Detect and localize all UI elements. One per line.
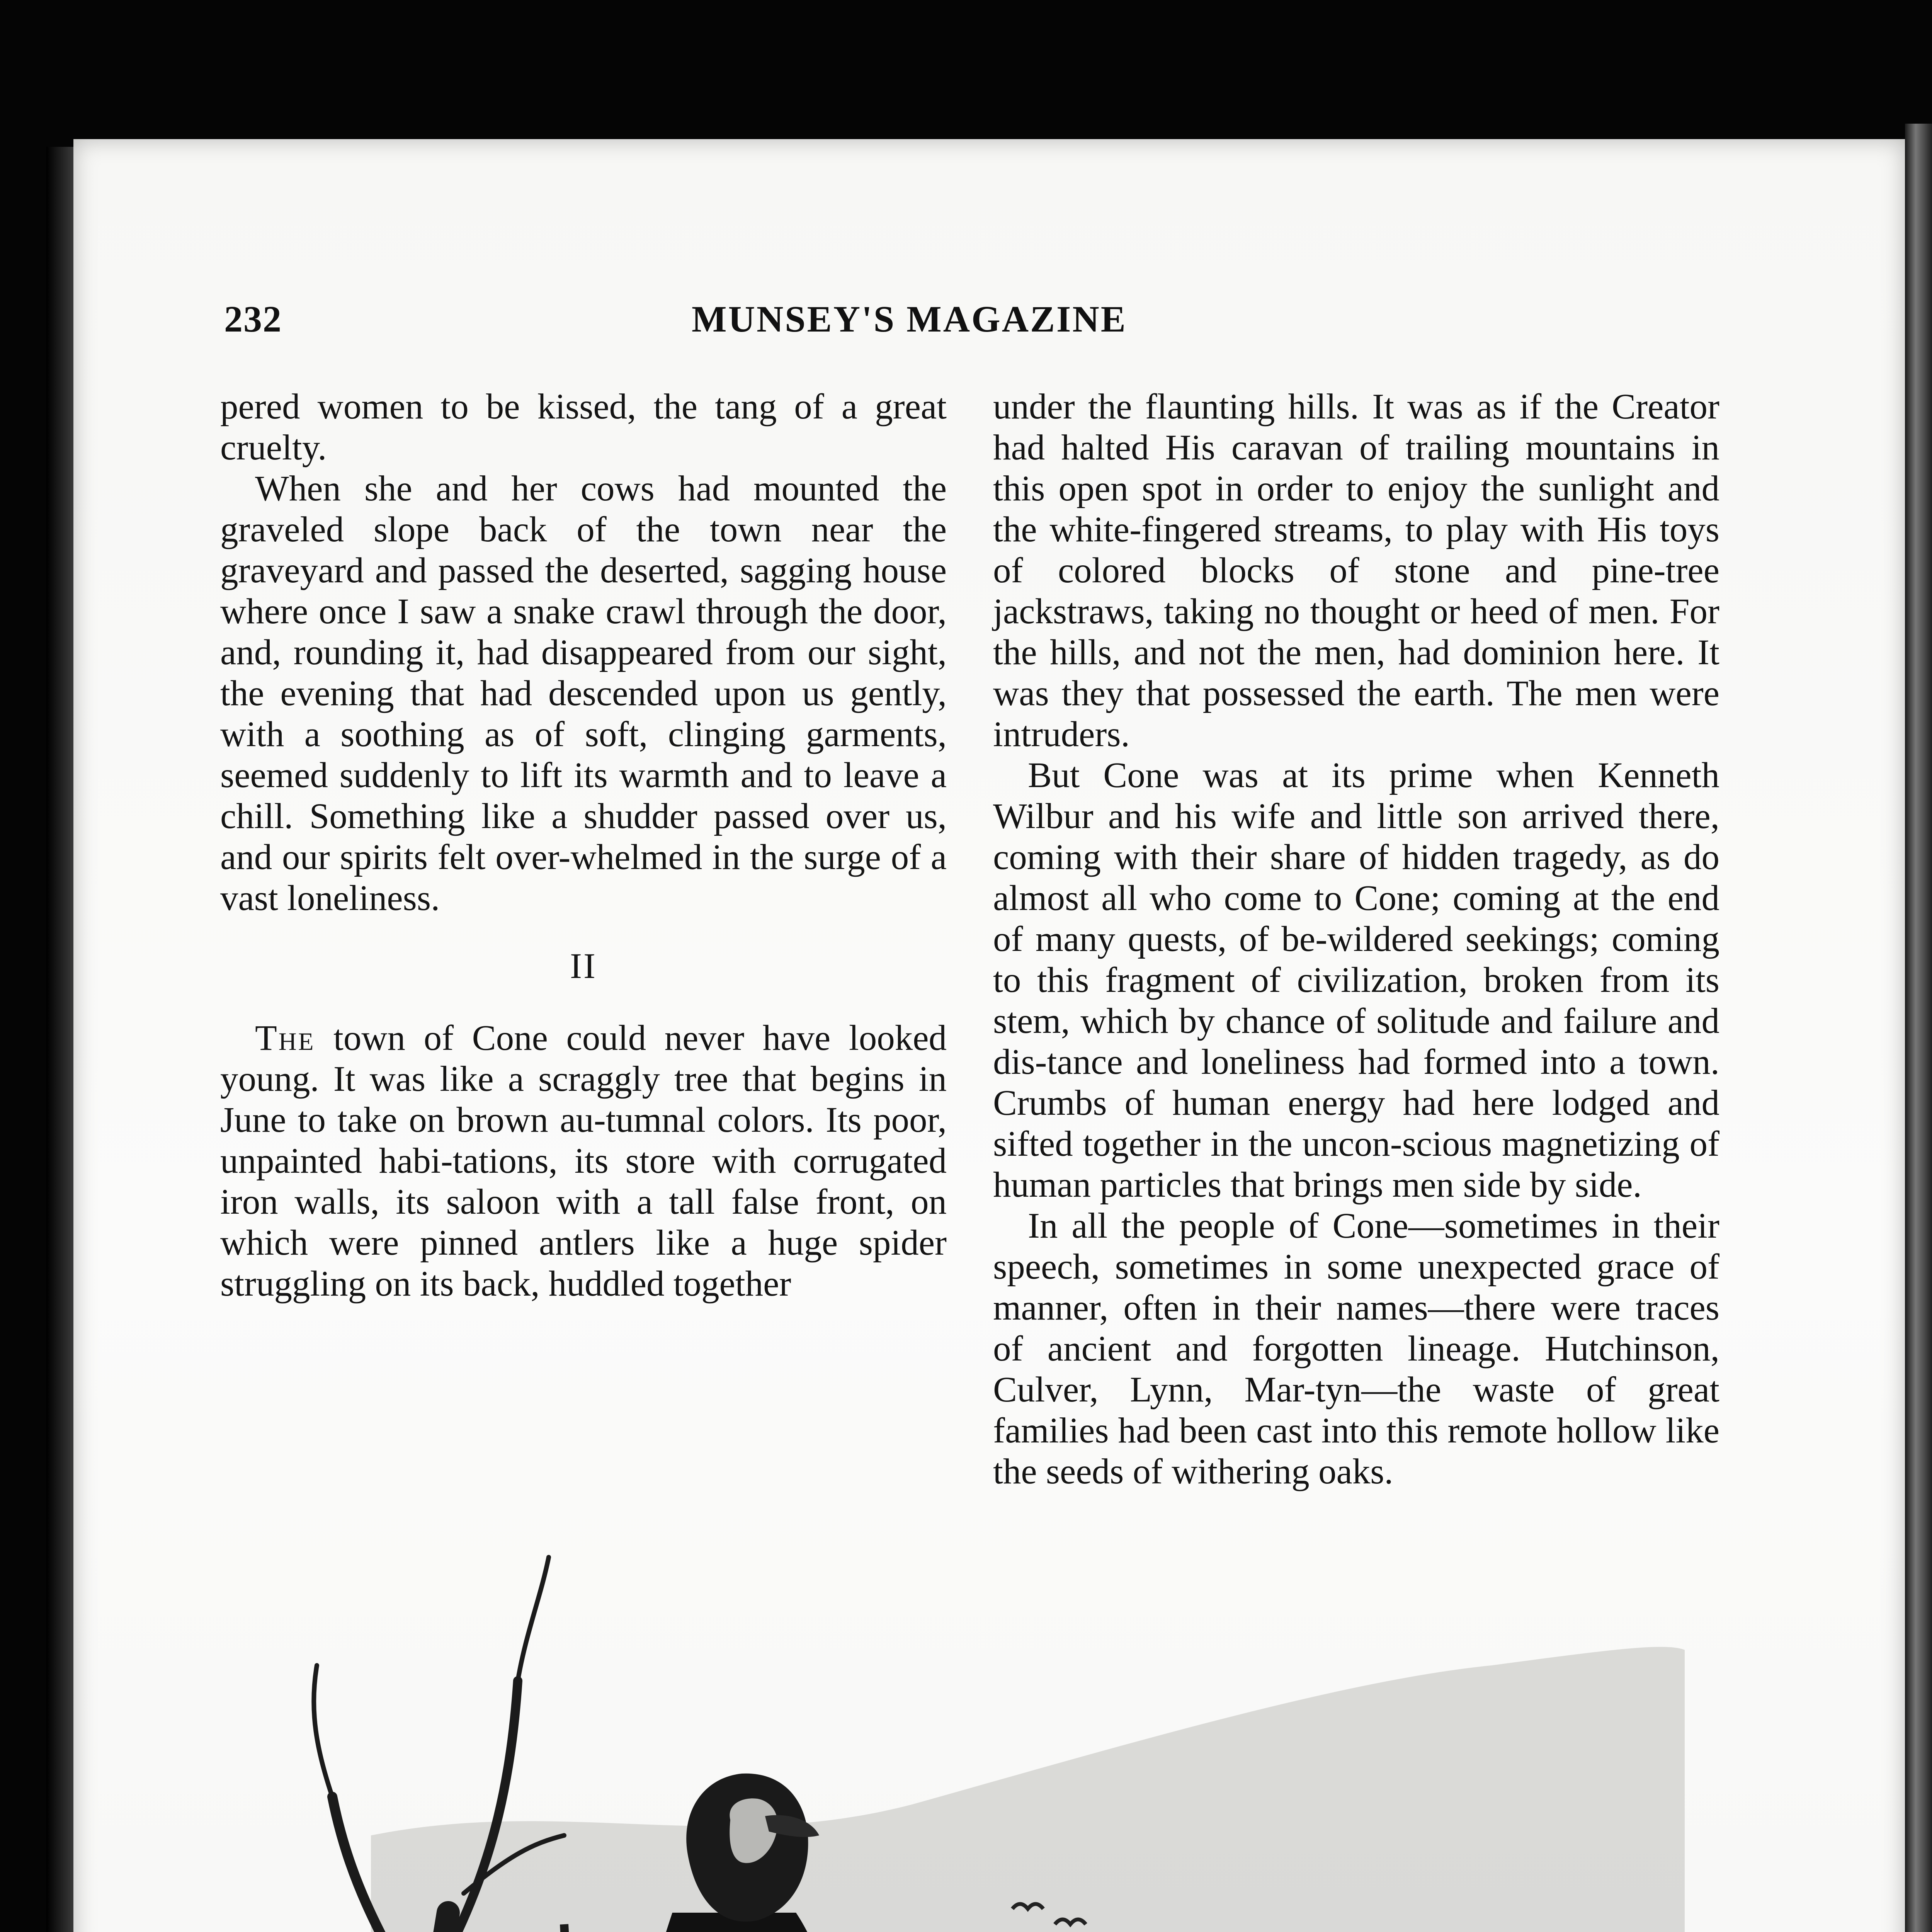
paragraph: In all the people of Cone—sometimes in their speech, sometimes in some unexpected grace of manner, often in their names—there were traces of ancient and forgotten lineage. Hutchinson, Culver, Lynn, Mar-tyn—the waste of great families had been cast into this remote hollow like the seeds of withering oaks. xyxy=(993,1206,1719,1492)
paragraph: When she and her cows had mounted the graveled slope back of the town near the graveyard and passed the deserted, sagging house where once I saw a snake crawl through the door, and, rounding it, had disappeared from our sight, the evening that had descended upon us gently, with a soothing as of soft, clinging garments, seemed suddenly to lift its warmth and to leave a chill. Something like a shudder passed over us, and our spirits felt over-whelmed in the surge of a vast loneliness. xyxy=(220,469,947,918)
right-text-column xyxy=(993,386,1719,1492)
paragraph: But Cone was at its prime when Kenneth Wilbur and his wife and little son arrived there, coming with their share of hidden tragedy, as do almost all who come to Cone; coming at the end of many quests, of be-wildered seekings; coming to this fragment of civilization, broken from its stem, which by chance of solitude and failure and dis-tance and loneliness had formed into a town. Crumbs of human energy had here lodged and sifted together in the uncon-scious magnetizing of human particles that brings men side by side. xyxy=(993,755,1719,1205)
running-head xyxy=(224,298,1731,344)
page-number: 232 xyxy=(224,298,282,340)
illustration xyxy=(216,1449,1716,1932)
left-text-column xyxy=(220,386,947,1304)
section-opening-word: The xyxy=(255,1018,315,1058)
magazine-title: MUNSEY'S MAGAZINE xyxy=(692,298,1127,340)
illustration-drawing xyxy=(216,1449,1716,1932)
paragraph xyxy=(220,1018,947,1304)
paragraph: under the flaunting hills. It was as if the Creator had halted His caravan of trailing mountains in this open spot in order to enjoy the sunlight and the white-fingered streams, to play with His toys of colored blocks of stone and pine-tree jackstraws, taking no thought or heed of men. For the hills, and not the men, had dominion here. It was they that possessed the earth. The men were intruders. xyxy=(993,387,1719,754)
book-binding xyxy=(1905,124,1932,1932)
section-paragraph-text: town of Cone could never have looked young. It was like a scraggly tree that begins in June to take on brown au-tumnal colors. Its poor, unpainted habi-tations, its store with corrugated iron walls, its saloon with a tall false front, on which were pinned antlers like a huge spider struggling on its back, huddled together xyxy=(220,1018,947,1304)
distant-hills xyxy=(371,1647,1685,1932)
section-heading: II xyxy=(570,946,597,986)
paragraph: pered women to be kissed, the tang of a great cruelty. xyxy=(220,387,947,468)
scan-left-frame xyxy=(46,147,73,1932)
